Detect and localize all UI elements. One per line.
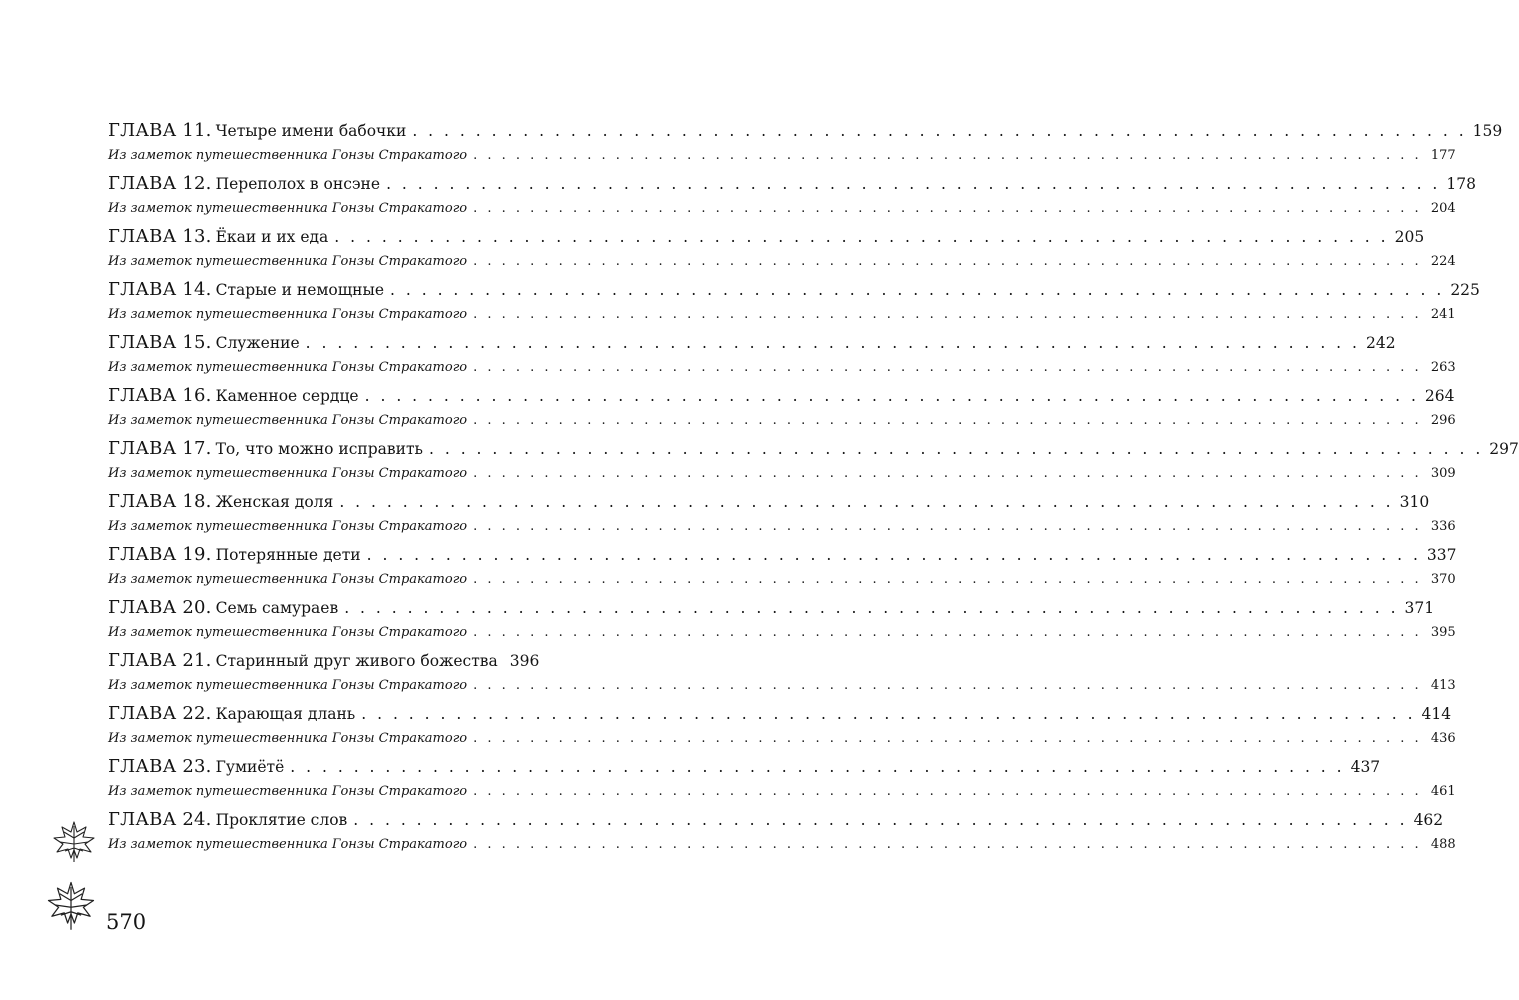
dot-leader — [473, 674, 1422, 698]
notes-page: 413 — [1430, 678, 1456, 693]
dot-leader — [473, 409, 1422, 433]
chapter-page: 225 — [1450, 281, 1480, 299]
toc-entry — [108, 542, 1457, 595]
chapter-page: 310 — [1399, 493, 1430, 511]
toc-entry — [108, 436, 1519, 489]
dot-leader — [365, 383, 1419, 409]
chapter-title: Старинный друг живого божества — [215, 652, 498, 670]
notes-line — [108, 409, 1456, 433]
chapter-line — [108, 648, 540, 674]
dot-leader — [473, 568, 1422, 592]
dot-leader — [390, 277, 1444, 303]
dot-leader — [473, 833, 1422, 857]
chapter-line — [108, 171, 1476, 197]
chapter-line — [108, 224, 1425, 250]
notes-line — [108, 515, 1456, 539]
chapter-title: Каменное сердце — [215, 387, 359, 405]
dot-leader — [306, 330, 1360, 356]
notes-page: 309 — [1430, 466, 1456, 481]
chapter-line — [108, 754, 1381, 780]
chapter-title: Карающая длань — [215, 705, 356, 723]
dot-leader — [473, 303, 1422, 327]
chapter-number: ГЛАВА 16. — [108, 385, 212, 406]
notes-line — [108, 356, 1456, 380]
maple-leaf-outline-icon — [44, 878, 98, 932]
chapter-line — [108, 542, 1457, 568]
dot-leader — [353, 807, 1407, 833]
chapter-line — [108, 807, 1444, 833]
toc-entry — [108, 648, 1456, 701]
toc-entry — [108, 701, 1456, 754]
chapter-title: Четыре имени бабочки — [215, 122, 407, 140]
toc-entry — [108, 489, 1456, 542]
notes-page: 241 — [1430, 307, 1456, 322]
notes-title: Из заметок путешественника Гонзы Стракатого — [108, 572, 468, 587]
chapter-title: Старые и немощные — [215, 281, 385, 299]
chapter-page: 297 — [1489, 440, 1519, 458]
notes-line — [108, 727, 1456, 751]
notes-page: 204 — [1430, 201, 1456, 216]
chapter-title: Ёкаи и их еда — [215, 228, 329, 246]
notes-line — [108, 462, 1456, 486]
notes-line — [108, 144, 1456, 168]
chapter-title: Переполох в онсэне — [215, 175, 381, 193]
chapter-line — [108, 118, 1503, 144]
notes-title: Из заметок путешественника Гонзы Стракатого — [108, 254, 468, 269]
chapter-number: ГЛАВА 22. — [108, 703, 212, 724]
chapter-title: Гумиётё — [215, 758, 285, 776]
notes-line — [108, 197, 1456, 221]
dot-leader — [367, 542, 1421, 568]
chapter-number: ГЛАВА 19. — [108, 544, 212, 565]
dot-leader — [473, 462, 1422, 486]
chapter-line — [108, 489, 1430, 515]
notes-line — [108, 674, 1456, 698]
notes-page: 461 — [1430, 784, 1456, 799]
dot-leader — [473, 621, 1422, 645]
notes-page: 336 — [1430, 519, 1456, 534]
notes-page: 263 — [1430, 360, 1456, 375]
chapter-title: Потерянные дети — [215, 546, 361, 564]
notes-page: 177 — [1430, 148, 1456, 163]
chapter-title: Семь самураев — [215, 599, 339, 617]
toc-entry — [108, 383, 1456, 436]
chapter-title: То, что можно исправить — [215, 440, 423, 458]
notes-title: Из заметок путешественника Гонзы Стракатого — [108, 466, 468, 481]
chapter-page: 242 — [1365, 334, 1396, 352]
chapter-number: ГЛАВА 21. — [108, 650, 212, 671]
chapter-title: Служение — [215, 334, 300, 352]
notes-title: Из заметок путешественника Гонзы Стракатого — [108, 678, 468, 693]
notes-title: Из заметок путешественника Гонзы Стракатого — [108, 201, 468, 216]
dot-leader — [473, 356, 1422, 380]
dot-leader — [473, 515, 1422, 539]
chapter-number: ГЛАВА 11. — [108, 120, 212, 141]
dot-leader — [361, 701, 1415, 727]
notes-title: Из заметок путешественника Гонзы Стракатого — [108, 148, 468, 163]
dot-leader — [339, 489, 1393, 515]
table-of-contents — [108, 118, 1519, 860]
toc-entry — [108, 595, 1456, 648]
chapter-number: ГЛАВА 13. — [108, 226, 212, 247]
dot-leader — [344, 595, 1398, 621]
chapter-page: 337 — [1426, 546, 1457, 564]
dot-leader — [473, 727, 1422, 751]
notes-title: Из заметок путешественника Гонзы Стракатого — [108, 625, 468, 640]
notes-line — [108, 621, 1456, 645]
chapter-page: 205 — [1394, 228, 1425, 246]
dot-leader — [473, 250, 1422, 274]
toc-entry — [108, 807, 1456, 860]
chapter-number: ГЛАВА 24. — [108, 809, 212, 830]
chapter-number: ГЛАВА 12. — [108, 173, 212, 194]
chapter-line — [108, 277, 1480, 303]
chapter-number: ГЛАВА 14. — [108, 279, 212, 300]
notes-page: 370 — [1430, 572, 1456, 587]
dot-leader — [386, 171, 1440, 197]
notes-line — [108, 250, 1456, 274]
chapter-line — [108, 436, 1519, 462]
chapter-number: ГЛАВА 20. — [108, 597, 212, 618]
dot-leader — [473, 780, 1422, 804]
chapter-number: ГЛАВА 15. — [108, 332, 212, 353]
notes-title: Из заметок путешественника Гонзы Стракатого — [108, 784, 468, 799]
dot-leader — [429, 436, 1483, 462]
toc-entry — [108, 277, 1480, 330]
chapter-page: 462 — [1413, 811, 1444, 829]
notes-title: Из заметок путешественника Гонзы Стракатого — [108, 519, 468, 534]
chapter-line — [108, 383, 1455, 409]
notes-page: 488 — [1430, 837, 1456, 852]
maple-leaf-outline-icon — [50, 818, 98, 866]
notes-title: Из заметок путешественника Гонзы Стракатого — [108, 731, 468, 746]
dot-leader — [334, 224, 1388, 250]
notes-page: 224 — [1430, 254, 1456, 269]
chapter-page: 437 — [1350, 758, 1381, 776]
chapter-number: ГЛАВА 23. — [108, 756, 212, 777]
notes-line — [108, 303, 1456, 327]
chapter-page: 396 — [509, 652, 540, 670]
chapter-line — [108, 330, 1396, 356]
toc-entry — [108, 224, 1456, 277]
dot-leader — [473, 197, 1422, 221]
notes-title: Из заметок путешественника Гонзы Стракатого — [108, 360, 468, 375]
chapter-page: 264 — [1424, 387, 1455, 405]
toc-entry — [108, 171, 1476, 224]
notes-title: Из заметок путешественника Гонзы Стракатого — [108, 413, 468, 428]
toc-entry — [108, 118, 1503, 171]
notes-page: 296 — [1430, 413, 1456, 428]
notes-title: Из заметок путешественника Гонзы Стракатого — [108, 307, 468, 322]
chapter-line — [108, 595, 1435, 621]
chapter-line — [108, 701, 1452, 727]
notes-line — [108, 833, 1456, 857]
toc-entry — [108, 754, 1456, 807]
dot-leader — [412, 118, 1466, 144]
notes-line — [108, 568, 1456, 592]
toc-entry — [108, 330, 1456, 383]
notes-page: 395 — [1430, 625, 1456, 640]
notes-page: 436 — [1430, 731, 1456, 746]
notes-title: Из заметок путешественника Гонзы Стракатого — [108, 837, 468, 852]
notes-line — [108, 780, 1456, 804]
chapter-number: ГЛАВА 18. — [108, 491, 212, 512]
dot-leader — [290, 754, 1344, 780]
chapter-page: 371 — [1404, 599, 1435, 617]
chapter-title: Проклятие слов — [215, 811, 348, 829]
chapter-page: 178 — [1446, 175, 1476, 193]
chapter-title: Женская доля — [215, 493, 334, 511]
chapter-number: ГЛАВА 17. — [108, 438, 212, 459]
page-number: 570 — [106, 910, 147, 934]
chapter-page: 159 — [1472, 122, 1503, 140]
dot-leader — [473, 144, 1422, 168]
chapter-page: 414 — [1421, 705, 1452, 723]
